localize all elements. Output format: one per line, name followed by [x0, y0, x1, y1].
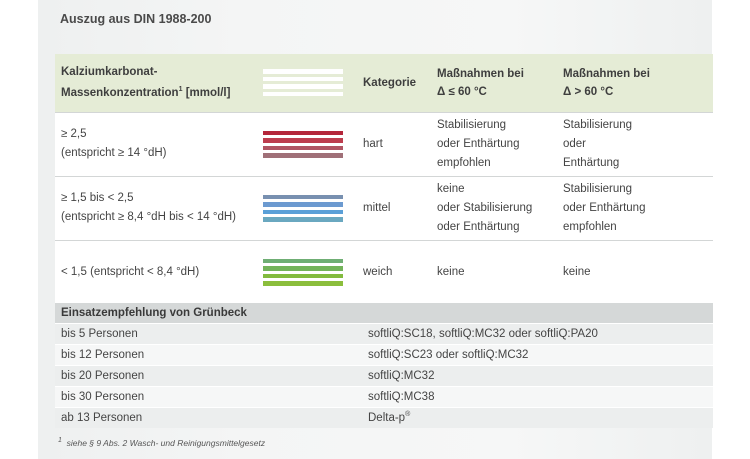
- header-category: Kategorie: [363, 76, 417, 89]
- hardness-color-bar: [263, 259, 343, 264]
- persons-cell: bis 30 Personen: [55, 386, 368, 407]
- table-row: [55, 240, 713, 304]
- recommendation-row: [55, 344, 713, 365]
- hardness-color-bar: [263, 274, 343, 279]
- header-measures-high: Maßnahmen bei Δ > 60 °C: [563, 67, 650, 98]
- category-cell: hart: [363, 137, 383, 150]
- recommendation-table: [55, 303, 713, 428]
- category-cell: mittel: [363, 201, 391, 214]
- header-bar: [263, 92, 343, 97]
- hardness-color-bar: [263, 202, 343, 207]
- hardness-color-bar: [263, 138, 343, 143]
- table-row: [55, 112, 713, 176]
- footnote: $^1$ siehe § 9 Abs. 2 Wasch- und Reinigungsmittelgesetz: [58, 437, 266, 448]
- product-cell: softliQ:SC18, softliQ:MC32 oder softliQ:PA20: [368, 323, 713, 344]
- hardness-color-bar: [263, 281, 343, 286]
- recommendation-row: [55, 323, 713, 344]
- header-bar: [263, 84, 343, 89]
- product-cell: softliQ:MC38: [368, 386, 713, 407]
- hardness-color-bar: [263, 153, 343, 158]
- range-cell: ≥ 1,5 bis < 2,5 (entspricht ≥ 8,4 °dH bis < 14 °dH): [61, 192, 236, 223]
- hardness-color-bar: [263, 146, 343, 151]
- header-color-bars: [261, 54, 363, 112]
- hardness-color-bar: [263, 217, 343, 222]
- product-cell: softliQ:MC32: [368, 365, 713, 386]
- color-bars-cell: [261, 176, 363, 240]
- hardness-table: [55, 54, 713, 304]
- persons-cell: ab 13 Personen: [55, 407, 368, 428]
- header-bar: [263, 77, 343, 82]
- product-cell: Delta-p®: [368, 407, 713, 428]
- recommendation-title: Einsatzempfehlung von Grünbeck: [55, 303, 713, 323]
- color-bars-cell: [261, 240, 363, 304]
- hardness-color-bar: [263, 195, 343, 200]
- measures-high-cell: Stabilisierung oder Enthärtung empfohlen: [563, 182, 646, 233]
- recommendation-row: [55, 386, 713, 407]
- recommendation-row: [55, 365, 713, 386]
- hardness-color-bar: [263, 131, 343, 136]
- header-bar: [263, 69, 343, 74]
- measures-high-cell: Stabilisierung oder Enthärtung: [563, 118, 633, 169]
- recommendation-row: [55, 407, 713, 428]
- persons-cell: bis 20 Personen: [55, 365, 368, 386]
- persons-cell: bis 5 Personen: [55, 323, 368, 344]
- header-concentration: Kalziumkarbonat- Massenkonzentration$^1$ [mmol/l]: [61, 66, 231, 100]
- hardness-color-bar: [263, 210, 343, 215]
- measures-high-cell: keine: [563, 265, 591, 278]
- table-header: [55, 54, 713, 112]
- range-cell: ≥ 2,5 (entspricht ≥ 14 °dH): [61, 128, 167, 159]
- hardness-color-bar: [263, 266, 343, 271]
- category-cell: weich: [363, 265, 393, 278]
- measures-low-cell: keine: [437, 265, 465, 278]
- measures-low-cell: Stabilisierung oder Enthärtung empfohlen: [437, 118, 520, 169]
- range-cell: < 1,5 (entspricht < 8,4 °dH): [61, 265, 200, 278]
- header-measures-low: Maßnahmen bei Δ ≤ 60 °C: [437, 67, 524, 98]
- document-title: Auszug aus DIN 1988-200: [60, 12, 212, 26]
- product-cell: softliQ:SC23 oder softliQ:MC32: [368, 344, 713, 365]
- document-sheet: [38, 0, 712, 459]
- color-bars-cell: [261, 112, 363, 176]
- table-row: [55, 176, 713, 240]
- measures-low-cell: keine oder Stabilisierung oder Enthärtung: [437, 182, 533, 233]
- persons-cell: bis 12 Personen: [55, 344, 368, 365]
- recommendation-title-row: [55, 303, 713, 323]
